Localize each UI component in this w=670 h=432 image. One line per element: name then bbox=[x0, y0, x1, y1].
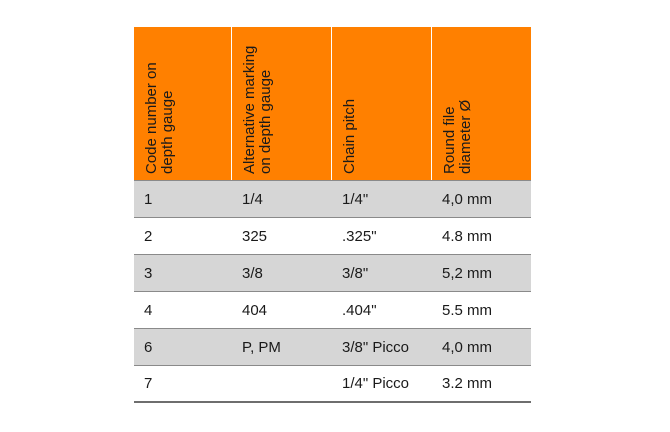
cell-alt-marking: P, PM bbox=[242, 338, 281, 356]
cell-code: 6 bbox=[144, 338, 153, 356]
cell-file-diameter: 3.2 mm bbox=[442, 375, 493, 392]
header-chain-pitch bbox=[332, 27, 432, 180]
cell-code: 3 bbox=[144, 264, 153, 282]
header-alternative-marking bbox=[232, 27, 332, 180]
cell-file-diameter: 4,0 mm bbox=[442, 190, 493, 208]
header-code-number bbox=[134, 27, 232, 180]
cell-alt-marking bbox=[232, 366, 332, 401]
cell-alt-marking: 3/8 bbox=[242, 264, 263, 282]
cell-file-diameter: 4,0 mm bbox=[442, 338, 493, 356]
table-row bbox=[134, 181, 531, 218]
header-code-number-line-2: depth gauge bbox=[159, 90, 176, 174]
cell-chain-pitch: 1/4" Picco bbox=[342, 375, 410, 392]
table-row bbox=[134, 329, 531, 366]
cell-chain-pitch: 3/8" Picco bbox=[342, 338, 410, 356]
cell-code: 7 bbox=[144, 375, 153, 392]
header-alternative-marking-line-2: on depth gauge bbox=[257, 69, 274, 174]
header-round-file-diameter-line-1: Round file bbox=[441, 106, 458, 174]
cell-file-diameter: 5.5 mm bbox=[442, 301, 493, 319]
cell-code: 4 bbox=[144, 301, 153, 319]
cell-code: 1 bbox=[144, 190, 153, 208]
table-row bbox=[134, 366, 531, 403]
header-alternative-marking-line-1: Alternative marking bbox=[241, 45, 258, 174]
table-row bbox=[134, 218, 531, 255]
cell-file-diameter: 5,2 mm bbox=[442, 264, 493, 282]
chain-spec-table bbox=[134, 27, 531, 403]
table-row bbox=[134, 292, 531, 329]
cell-alt-marking: 325 bbox=[242, 227, 268, 245]
cell-file-diameter: 4.8 mm bbox=[442, 227, 493, 245]
cell-alt-marking: 1/4 bbox=[242, 190, 263, 208]
cell-chain-pitch: .404" bbox=[342, 301, 377, 319]
cell-chain-pitch: .325" bbox=[342, 227, 377, 245]
table-row bbox=[134, 255, 531, 292]
header-code-number-line-1: Code number on bbox=[143, 62, 160, 174]
table-header bbox=[134, 27, 531, 181]
cell-chain-pitch: 1/4" bbox=[342, 190, 369, 208]
header-chain-pitch-line-1: Chain pitch bbox=[341, 98, 358, 174]
cell-alt-marking: 404 bbox=[242, 301, 268, 319]
header-round-file-diameter bbox=[432, 27, 531, 180]
cell-code: 2 bbox=[144, 227, 153, 245]
cell-chain-pitch: 3/8" bbox=[342, 264, 369, 282]
header-round-file-diameter-line-2: diameter Ø bbox=[457, 99, 474, 174]
